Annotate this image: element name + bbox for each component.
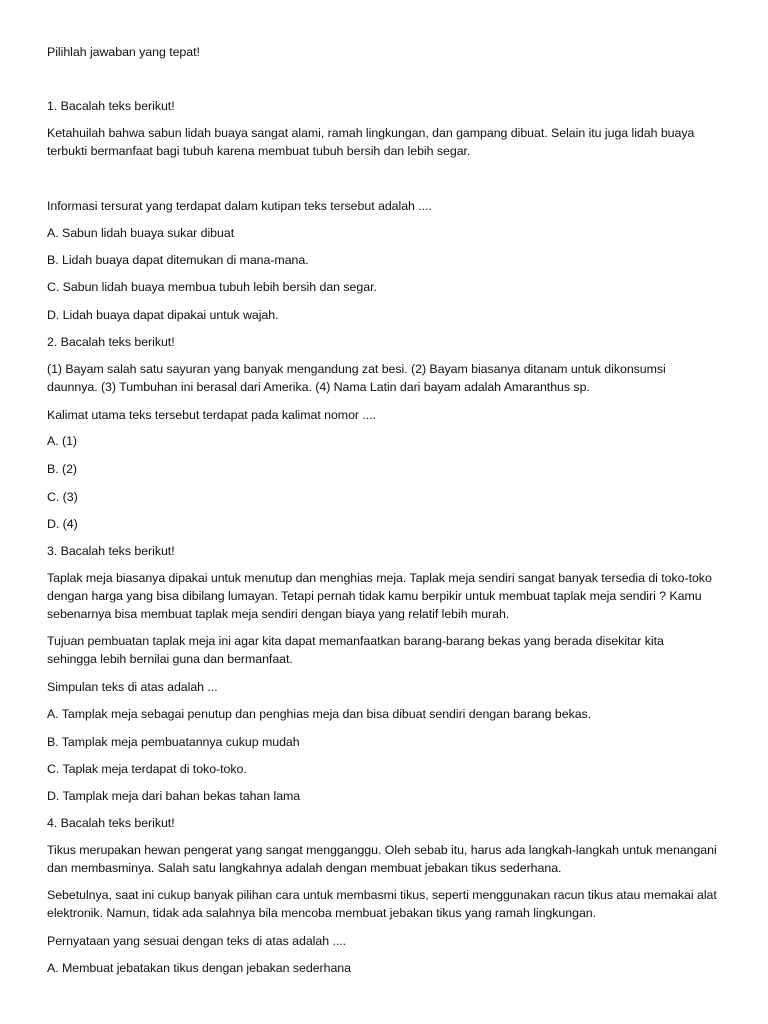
question-3-option-d: D. Tamplak meja dari bahan bekas tahan lama	[47, 789, 301, 803]
instruction-text: Pilihlah jawaban yang tepat!	[47, 45, 200, 59]
question-2-option-a: A. (1)	[47, 434, 77, 448]
question-4-heading: 4. Bacalah teks berikut!	[47, 816, 175, 830]
question-3-heading: 3. Bacalah teks berikut!	[47, 544, 175, 558]
question-1-passage: Ketahuilah bahwa sabun lidah buaya sangat alami, ramah lingkungan, dan gampang dibuat. Selain itu juga lidah buaya terbukti bermanfaat bagi tubuh karena membuat tubuh bersih dan lebih segar.	[47, 126, 695, 158]
question-4-passage-2: Sebetulnya, saat ini cukup banyak pilihan cara untuk membasmi tikus, seperti menggunakan racun tikus atau memakai alat elektronik. Namun, tidak ada salahnya bila mencoba membuat jebakan tikus yang ramah lingkungan.	[47, 888, 717, 920]
question-4-prompt: Pernyataan yang sesuai dengan teks di atas adalah ....	[47, 934, 347, 948]
question-3-option-c: C. Taplak meja terdapat di toko-toko.	[47, 762, 247, 776]
question-2-heading: 2. Bacalah teks berikut!	[47, 335, 175, 349]
question-1-option-d: D. Lidah buaya dapat dipakai untuk wajah.	[47, 308, 279, 322]
question-2-option-d: D. (4)	[47, 517, 78, 531]
question-2-passage: (1) Bayam salah satu sayuran yang banyak mengandung zat besi. (2) Bayam biasanya ditanam untuk dikonsumsi daunnya. (3) Tumbuhan ini berasal dari Amerika. (4) Nama Latin dari bayam adalah Amaranthus sp.	[47, 362, 666, 394]
question-3-passage-2: Tujuan pembuatan taplak meja ini agar kita dapat memanfaatkan barang-barang bekas yang berada disekitar kita sehingga lebih bernilai guna dan bermanfaat.	[47, 634, 664, 666]
question-1-prompt: Informasi tersurat yang terdapat dalam kutipan teks tersebut adalah ....	[47, 199, 432, 213]
question-3-option-b: B. Tamplak meja pembuatannya cukup mudah	[47, 735, 300, 749]
question-3-prompt: Simpulan teks di atas adalah ...	[47, 680, 218, 694]
question-2-option-b: B. (2)	[47, 462, 77, 476]
question-3-option-a: A. Tamplak meja sebagai penutup dan penghias meja dan bisa dibuat sendiri dengan barang bekas.	[47, 707, 592, 721]
question-1-heading: 1. Bacalah teks berikut!	[47, 99, 175, 113]
question-2-option-c: C. (3)	[47, 490, 78, 504]
question-4-passage-1: Tikus merupakan hewan pengerat yang sangat mengganggu. Oleh sebab itu, harus ada langkah-langkah untuk menangani dan membasminya. Salah satu langkahnya adalah dengan membuat jebakan tikus sederhana.	[47, 843, 717, 875]
question-2-prompt: Kalimat utama teks tersebut terdapat pada kalimat nomor ....	[47, 408, 376, 422]
question-1-option-b: B. Lidah buaya dapat ditemukan di mana-mana.	[47, 253, 309, 267]
document-page	[47, 0, 727, 1024]
question-1-option-c: C. Sabun lidah buaya membua tubuh lebih bersih dan segar.	[47, 280, 377, 294]
question-1-option-a: A. Sabun lidah buaya sukar dibuat	[47, 226, 235, 240]
question-4-option-a: A. Membuat jebatakan tikus dengan jebakan sederhana	[47, 961, 351, 975]
question-3-passage-1: Taplak meja biasanya dipakai untuk menutup dan menghias meja. Taplak meja sendiri sangat banyak tersedia di toko-toko dengan harga yang bisa dibilang lumayan. Tetapi pernah tidak kamu berpikir untuk membuat taplak meja sendiri ? Kamu sebenarnya bisa membuat taplak meja sendiri dengan biaya yang relatif lebih murah.	[47, 571, 712, 621]
